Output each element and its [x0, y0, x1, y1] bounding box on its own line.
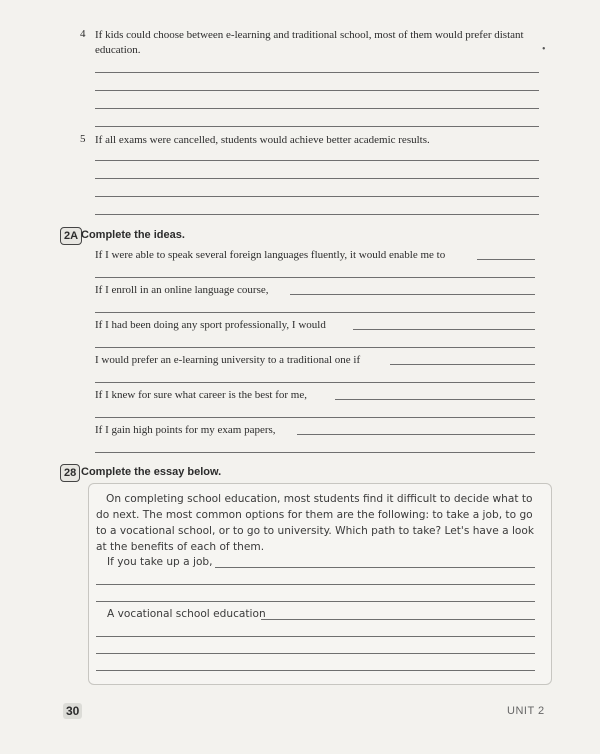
answer-line[interactable]: [290, 294, 535, 295]
answer-line[interactable]: [95, 214, 539, 215]
answer-line[interactable]: [96, 601, 535, 602]
answer-line[interactable]: [95, 417, 535, 418]
unit-label: UNIT 2: [507, 705, 545, 717]
answer-line[interactable]: [95, 347, 535, 348]
answer-line[interactable]: [96, 636, 535, 637]
answer-line[interactable]: [96, 670, 535, 671]
essay-prompt-vocational: A vocational school education: [107, 608, 266, 620]
prompt-2a-2: If I enroll in an online language course,: [95, 284, 269, 296]
section-2a-badge: 2A: [60, 227, 82, 245]
prompt-2a-4: I would prefer an e-learning university to a traditional one if: [95, 354, 361, 366]
item-4-number: 4: [80, 28, 86, 40]
answer-line[interactable]: [96, 584, 535, 585]
answer-line[interactable]: [95, 382, 535, 383]
answer-line[interactable]: [95, 452, 535, 453]
answer-line[interactable]: [297, 434, 535, 435]
answer-line[interactable]: [95, 178, 539, 179]
answer-line[interactable]: [95, 160, 539, 161]
item-5-number: 5: [80, 133, 86, 145]
item-4-text: If kids could choose between e-learning and traditional school, most of them would prefer distant education.: [95, 29, 524, 56]
answer-line[interactable]: [95, 108, 539, 109]
answer-line[interactable]: [95, 126, 539, 127]
prompt-2a-6: If I gain high points for my exam papers,: [95, 424, 276, 436]
answer-line[interactable]: [215, 567, 535, 568]
section-2b-heading: Complete the essay below.: [81, 466, 222, 478]
answer-line[interactable]: [95, 72, 539, 73]
item-5-text: If all exams were cancelled, students would achieve better academic results.: [95, 134, 430, 146]
answer-line[interactable]: [95, 90, 539, 91]
prompt-2a-5: If I knew for sure what career is the best for me,: [95, 389, 307, 401]
section-2a-heading: Complete the ideas.: [81, 229, 185, 241]
prompt-2a-1: If I were able to speak several foreign languages fluently, it would enable me to: [95, 249, 446, 261]
answer-line[interactable]: [390, 364, 535, 365]
prompt-2a-3: If I had been doing any sport professionally, I would: [95, 319, 326, 331]
answer-line[interactable]: [353, 329, 535, 330]
essay-prompt-job: If you take up a job,: [107, 556, 213, 568]
answer-line[interactable]: [261, 619, 535, 620]
dot-mark: •: [542, 44, 546, 55]
section-2b-badge: 28: [60, 464, 80, 482]
answer-line[interactable]: [95, 277, 535, 278]
essay-intro: On completing school education, most students find it difficult to decide what to do next. The most common options for them are the following: to take a job, to go to a vocational school, or to go to university. Which path to take? Let's have a look at the benefits of each of them.: [96, 493, 534, 553]
page-number: 30: [63, 703, 82, 719]
answer-line[interactable]: [335, 399, 535, 400]
answer-line[interactable]: [477, 259, 535, 260]
answer-line[interactable]: [95, 312, 535, 313]
answer-line[interactable]: [95, 196, 539, 197]
answer-line[interactable]: [96, 653, 535, 654]
